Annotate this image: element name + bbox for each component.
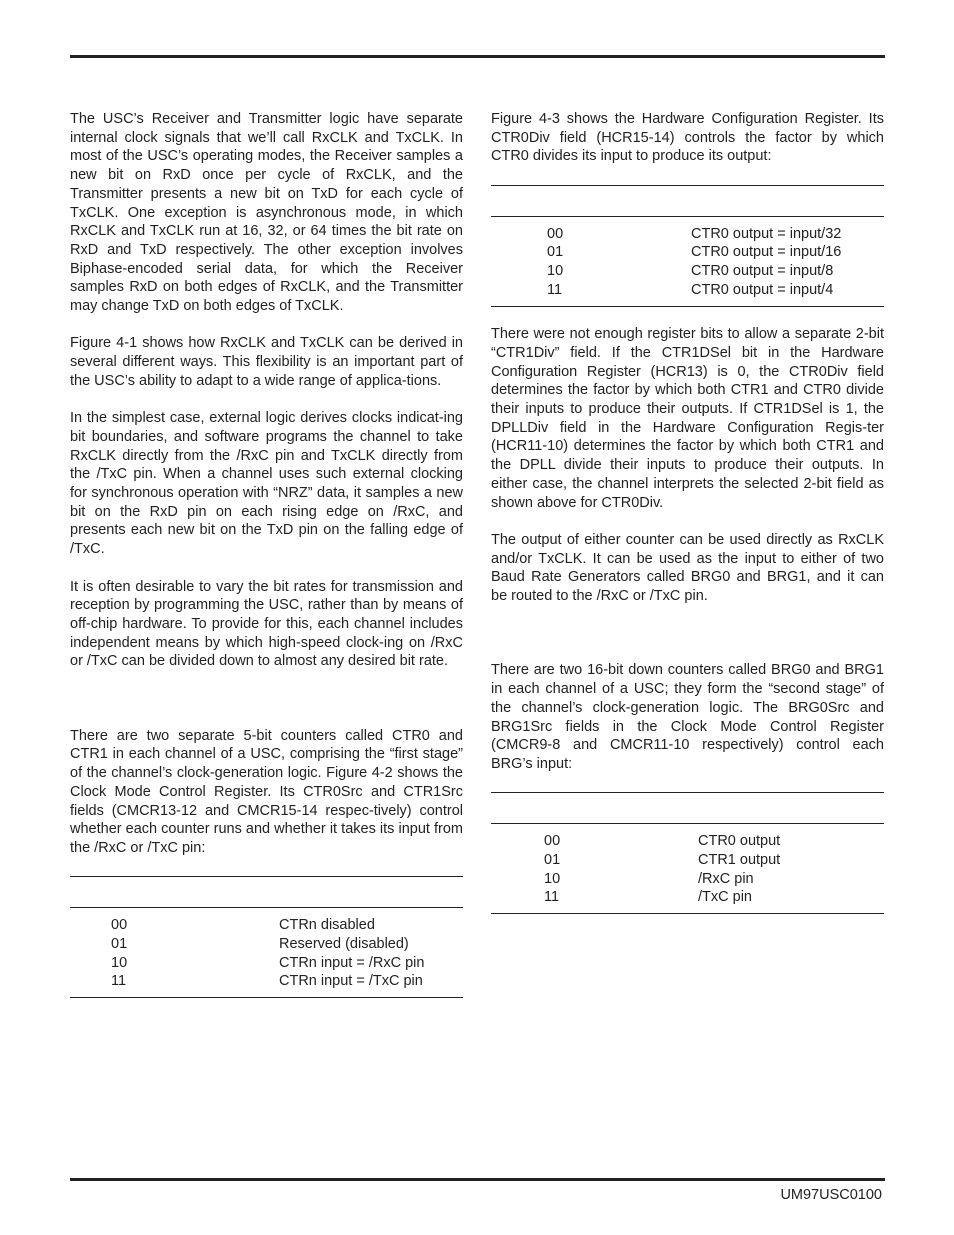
paragraph-brg-counters: There are two 16-bit down counters called BRG0 and BRG1 in each channel of a USC; they form the “second stage” of the channel’s clock-generation logic. The BRG0Src and BRG1Src fields in the Clock Mode Control Register (CMCR9-8 and CMCR11-10 respectively) control each BRG’s input: bbox=[491, 662, 884, 772]
table-row bbox=[491, 225, 884, 244]
right-column bbox=[491, 110, 884, 933]
brg-source-table bbox=[491, 792, 884, 914]
table-row bbox=[491, 832, 884, 851]
left-column bbox=[70, 110, 463, 1017]
table-body bbox=[491, 824, 884, 913]
paragraph-bit-rates: It is often desirable to vary the bit rates for transmission and reception by programming the USC, rather than by means of off-chip hardware. To provide for this, each channel includes independent means by which high-speed clock-ing on /RxC or /TxC can be divided down to almost any desired bit rate. bbox=[70, 578, 463, 670]
paragraph-external-clocking: In the simplest case, external logic derives clocks indicat-ing bit boundaries, and software programs the channel to take RxCLK directly from the /RxC pin and TxCLK directly from the /TxC pin. When a channel uses such external clocking for synchronous operation with “NRZ” data, it samples a new bit on the RxD pin on each rising edge on /RxC, and presents each new bit on the TxD pin on the falling edge of /TxC. bbox=[70, 410, 463, 558]
table-cell-desc: /TxC pin bbox=[698, 889, 752, 906]
table-cell-code: 00 bbox=[547, 225, 564, 242]
table-cell-code: 11 bbox=[544, 889, 560, 906]
table-cell-code: 00 bbox=[111, 917, 128, 934]
table-cell-code: 11 bbox=[111, 973, 127, 990]
table-cell-code: 10 bbox=[544, 870, 561, 887]
table-cell-desc: CTRn disabled bbox=[279, 917, 375, 934]
table-cell-code: 01 bbox=[547, 244, 564, 261]
paragraph-figure-4-1: Figure 4-1 shows how RxCLK and TxCLK can be derived in several different ways. This flexibility is an important part of the USC’s ability to adapt to a wide range of applica-tions. bbox=[70, 335, 463, 389]
header-rule bbox=[70, 55, 885, 58]
table-cell-desc: CTR1 output bbox=[698, 852, 781, 869]
table-cell-code: 01 bbox=[111, 936, 128, 953]
table-row bbox=[491, 243, 884, 262]
document-id: UM97USC0100 bbox=[780, 1187, 882, 1203]
table-cell-desc: CTR0 output = input/8 bbox=[691, 263, 834, 280]
ctr0-div-table bbox=[491, 185, 884, 307]
paragraph-ctr1dsel: There were not enough register bits to allow a separate 2-bit “CTR1Div” field. If the CTR1DSel bit in the Hardware Configuration Register (HCR13) is 0, the CTR0Div field determines the factor by which both CTR1 and CTR0 divide their inputs to produce their outputs. If CTR1DSel is 1, the DPLLDiv field in the Hardware Configuration Regis-ter (HCR11-10) determines the factor by which both CTR1 and the DPLL divide their inputs to produce their outputs. In either case, the channel interprets the selected 2-bit field as shown above for CTR0Div. bbox=[491, 326, 884, 511]
table-cell-desc: Reserved (disabled) bbox=[279, 936, 409, 953]
table-row bbox=[491, 281, 884, 300]
table-row bbox=[70, 935, 463, 954]
ctr-source-table bbox=[70, 876, 463, 998]
table-row bbox=[491, 851, 884, 870]
table-row bbox=[70, 954, 463, 973]
footer-rule bbox=[70, 1178, 885, 1181]
table-header bbox=[491, 793, 884, 824]
table-row bbox=[70, 972, 463, 991]
paragraph-clock-signals: The USC’s Receiver and Transmitter logic have separate internal clock signals that we’ll call RxCLK and TxCLK. In most of the USC’s operating modes, the Receiver samples a new bit on RxD once per cycle of RxCLK, and the Transmitter presents a new bit on TxD for each cycle of TxCLK. One exception is asynchronous mode, in which RxCLK and TxCLK run at 16, 32, or 64 times the bit rate on RxD and TxD respectively. The other exception involves Biphase-encoded serial data, for which the Receiver samples RxD on both edges of RxCLK, and the Transmitter may change TxD on both edges of TxCLK. bbox=[70, 111, 463, 315]
table-cell-code: 01 bbox=[544, 852, 561, 869]
paragraph-ctr-counters: There are two separate 5-bit counters called CTR0 and CTR1 in each channel of a USC, comprising the “first stage” of the channel’s clock-generation logic. Figure 4-2 shows the Clock Mode Control Register. Its CTR0Src and CTR1Src fields (CMCR13-12 and CMCR15-14 respec-tively) control whether each counter runs and whether it takes its input from the /RxC or /TxC pin: bbox=[70, 727, 463, 856]
table-row bbox=[491, 262, 884, 281]
table-cell-code: 00 bbox=[544, 833, 561, 850]
table-cell-desc: CTR0 output = input/16 bbox=[691, 244, 842, 261]
table-cell-desc: CTR0 output bbox=[698, 833, 781, 850]
table-header bbox=[70, 877, 463, 908]
table-row bbox=[491, 888, 884, 907]
table-body bbox=[70, 908, 463, 997]
table-cell-desc: /RxC pin bbox=[698, 870, 754, 887]
table-cell-desc: CTR0 output = input/4 bbox=[691, 281, 834, 298]
section-gap bbox=[491, 624, 884, 661]
section-gap bbox=[70, 690, 463, 727]
table-cell-desc: CTR0 output = input/32 bbox=[691, 225, 842, 242]
paragraph-counter-output: The output of either counter can be used directly as RxCLK and/or TxCLK. It can be used as the input to either of two Baud Rate Generators called BRG0 and BRG1, and it can be routed to the /RxC or /TxC pin. bbox=[491, 531, 884, 605]
table-cell-code: 10 bbox=[111, 954, 128, 971]
table-row bbox=[491, 870, 884, 889]
table-header bbox=[491, 186, 884, 217]
table-row bbox=[70, 916, 463, 935]
paragraph-figure-4-3: Figure 4-3 shows the Hardware Configuration Register. Its CTR0Div field (HCR15-14) controls the factor by which CTR0 divides its input to produce its output: bbox=[491, 111, 884, 165]
table-cell-desc: CTRn input = /RxC pin bbox=[279, 954, 425, 971]
table-body bbox=[491, 217, 884, 306]
table-cell-desc: CTRn input = /TxC pin bbox=[279, 973, 423, 990]
table-cell-code: 10 bbox=[547, 263, 564, 280]
table-cell-code: 11 bbox=[547, 281, 563, 298]
